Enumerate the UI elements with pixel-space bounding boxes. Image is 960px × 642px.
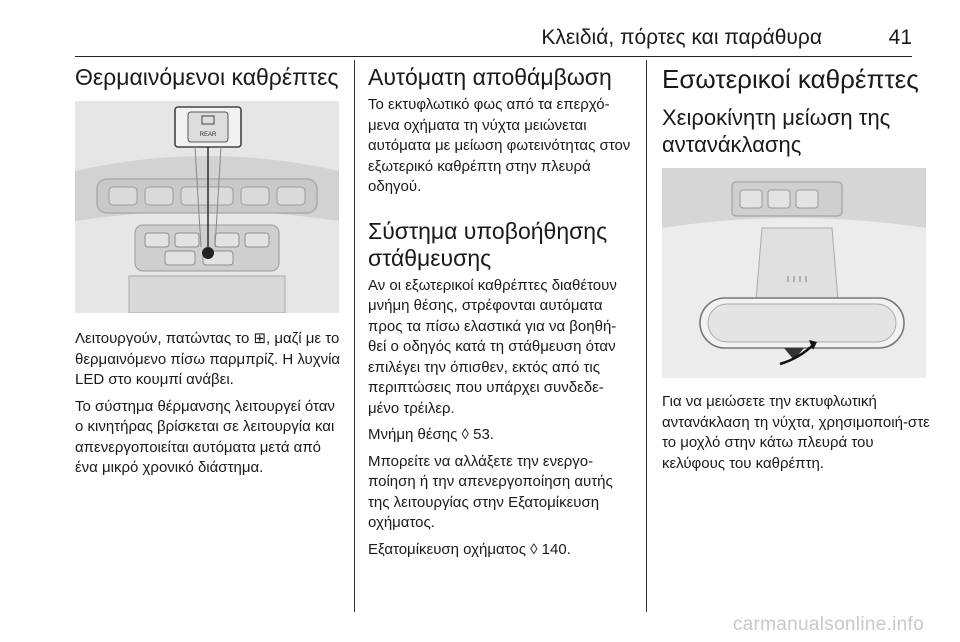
figure-interior-mirror <box>662 168 926 378</box>
paragraph-personalization-reference: Εξατομίκευση οχήματος ◊ 140. <box>368 540 571 558</box>
paragraph-heated-mirrors-2: Το σύστημα θέρμανσης λειτουργεί όταν ο κινητήρας βρίσκεται σε λειτουργία και απενεργοποιείται αυτόματα μετά από ένα μικρό χρονικό διάστημα. <box>75 397 335 476</box>
column-auto-dimming <box>368 64 634 560</box>
footer-watermark: carmanualsonline.info <box>732 614 924 635</box>
column-divider-2 <box>646 60 647 612</box>
paragraph-manual-dimming: Για να μειώσετε την εκτυφλωτική αντανάκλαση τη νύχτα, χρησιμοποιή-στε το μοχλό στην κάτω πλευρά του κελύφους του καθρέπτη. <box>662 393 930 472</box>
page-header <box>75 18 912 52</box>
heading-auto-dimming: Αυτόματη αποθάμβωση <box>368 64 612 90</box>
paragraph-auto-dimming: Το εκτυφλωτικό φως από τα επερχό-μενα οχήματα τη νύχτα μειώνεται αυτόματα με μείωση φωτεινότητας στον εξωτερικό καθρέπτη στην πλευρά οδηγού. <box>368 96 631 195</box>
paragraph-heated-mirrors-1: Λειτουργούν, πατώντας το ⊞, μαζί με το θερμαινόμενο πίσω παρμπρίζ. Η λυχνία LED στο κουμπί ανάβει. <box>75 330 341 388</box>
paragraph-personalization-toggle: Μπορείτε να αλλάξετε την ενεργο-ποίηση ή την απενεργοποίηση αυτής της λειτουργίας στην Εξατομίκευση οχήματος. <box>368 452 613 531</box>
subheading-manual-dimming: Χειροκίνητη μείωση της αντανάκλασης <box>662 105 891 157</box>
column-interior-mirrors <box>662 64 930 474</box>
heading-interior-mirrors: Εσωτερικοί καθρέπτες <box>662 64 919 94</box>
column-divider-1 <box>354 60 355 612</box>
heading-parking-assist: Σύστημα υποβοήθησης στάθμευσης <box>368 217 608 271</box>
paragraph-memory-reference: Μνήμη θέσης ◊ 53. <box>368 426 494 443</box>
column-heated-mirrors <box>75 64 343 479</box>
figure-rear-defrost-button <box>75 101 339 313</box>
header-rule <box>75 56 912 57</box>
header-title: Κλειδιά, πόρτες και παράθυρα <box>541 26 822 49</box>
figure-rear-label: REAR <box>199 132 217 138</box>
heading-heated-mirrors: Θερμαινόμενοι καθρέπτες <box>75 64 339 90</box>
paragraph-parking-assist: Αν οι εξωτερικοί καθρέπτες διαθέτουν μνήμη θέσης, στρέφονται αυτόματα προς τα πίσω ελαστικά για να βοηθή-θεί ο οδηγός κατά τη στάθμευση όταν επιλέγει την όπισθεν, εκτός από τις περιπτώσεις που υπάρχει συνδεδε-μένο τρέιλερ. <box>368 276 617 417</box>
page-number: 41 <box>888 26 912 49</box>
